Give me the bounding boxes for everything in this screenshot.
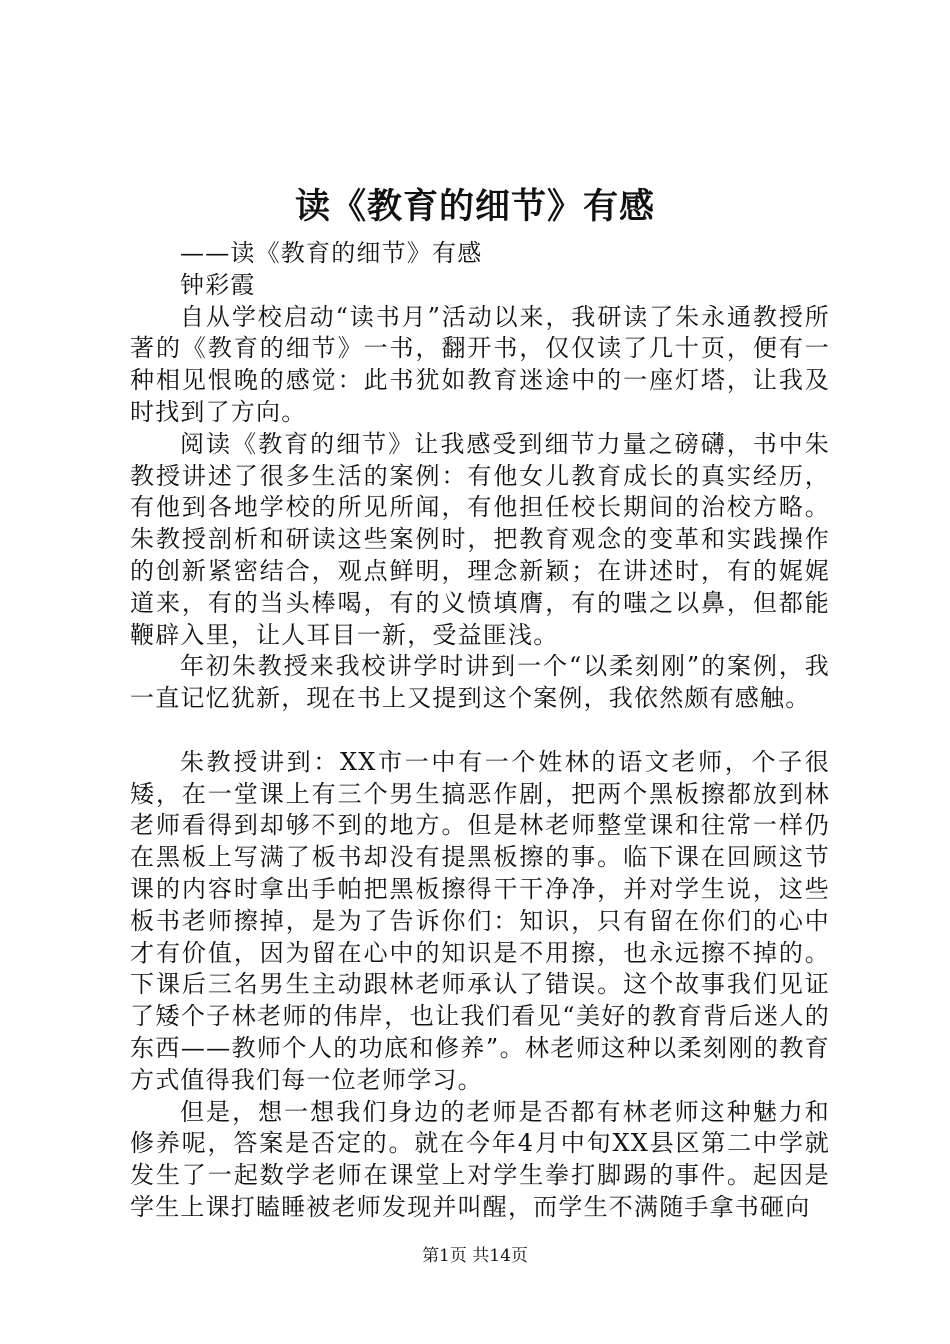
body-paragraph: 自从学校启动“读书月”活动以来，我研读了朱永通教授所著的《教育的细节》一书，翻开书，仅仅读了几十页，便有一种相见恨晚的感觉：此书犹如教育迷途中的一座灯塔，让我及时找到了方向。	[130, 302, 830, 426]
document-subtitle: ——读《教育的细节》有感	[180, 239, 483, 267]
paragraph-spacer	[130, 715, 830, 747]
body-paragraph: 但是，想一想我们身边的老师是否都有林老师这种魅力和修养呢，答案是否定的。就在今年4月中旬XX县区第二中学就发生了一起数学老师在课堂上对学生拳打脚踢的事件。起因是学生上课打瞌睡被老师发现并叫醒，而学生不满随手拿书砸向	[130, 1097, 830, 1221]
body-paragraph: 阅读《教育的细节》让我感受到细节力量之磅礴，书中朱教授讲述了很多生活的案例：有他女儿教育成长的真实经历，有他到各地学校的所见所闻，有他担任校长期间的治校方略。朱教授剖析和研读这些案例时，把教育观念的变革和实践操作的创新紧密结合，观点鲜明，理念新颖；在讲述时，有的娓娓道来，有的当头棒喝，有的义愤填膺，有的嗤之以鼻，但都能鞭辟入里，让人耳目一新，受益匪浅。	[130, 429, 830, 649]
document-body	[130, 238, 830, 1224]
document-title: 读《教育的细节》有感	[294, 186, 655, 227]
document-author: 钟彩霞	[180, 270, 256, 299]
body-paragraph: 年初朱教授来我校讲学时讲到一个“以柔刻刚”的案例，我一直记忆犹新，现在书上又提到这个案例，我依然颇有感触。	[130, 652, 830, 713]
body-paragraph: 朱教授讲到：XX市一中有一个姓林的语文老师，个子很矮，在一堂课上有三个男生搞恶作剧，把两个黑板擦都放到林老师看得到却够不到的地方。但是林老师整堂课和往常一样仍在黑板上写满了板书却没有提黑板擦的事。临下课在回顾这节课的内容时拿出手帕把黑板擦得干干净净，并对学生说，这些板书老师擦掉，是为了告诉你们：知识，只有留在你们的心中才有价值，因为留在心中的知识是不用擦，也永远擦不掉的。下课后三名男生主动跟林老师承认了错误。这个故事我们见证了矮个子林老师的伟岸，也让我们看见“美好的教育背后迷人的东西——教师个人的功底和修养”。林老师这种以柔刻刚的教育方式值得我们每一位老师学习。	[130, 747, 830, 1094]
page-footer: 第1页 共14页	[422, 1246, 528, 1266]
